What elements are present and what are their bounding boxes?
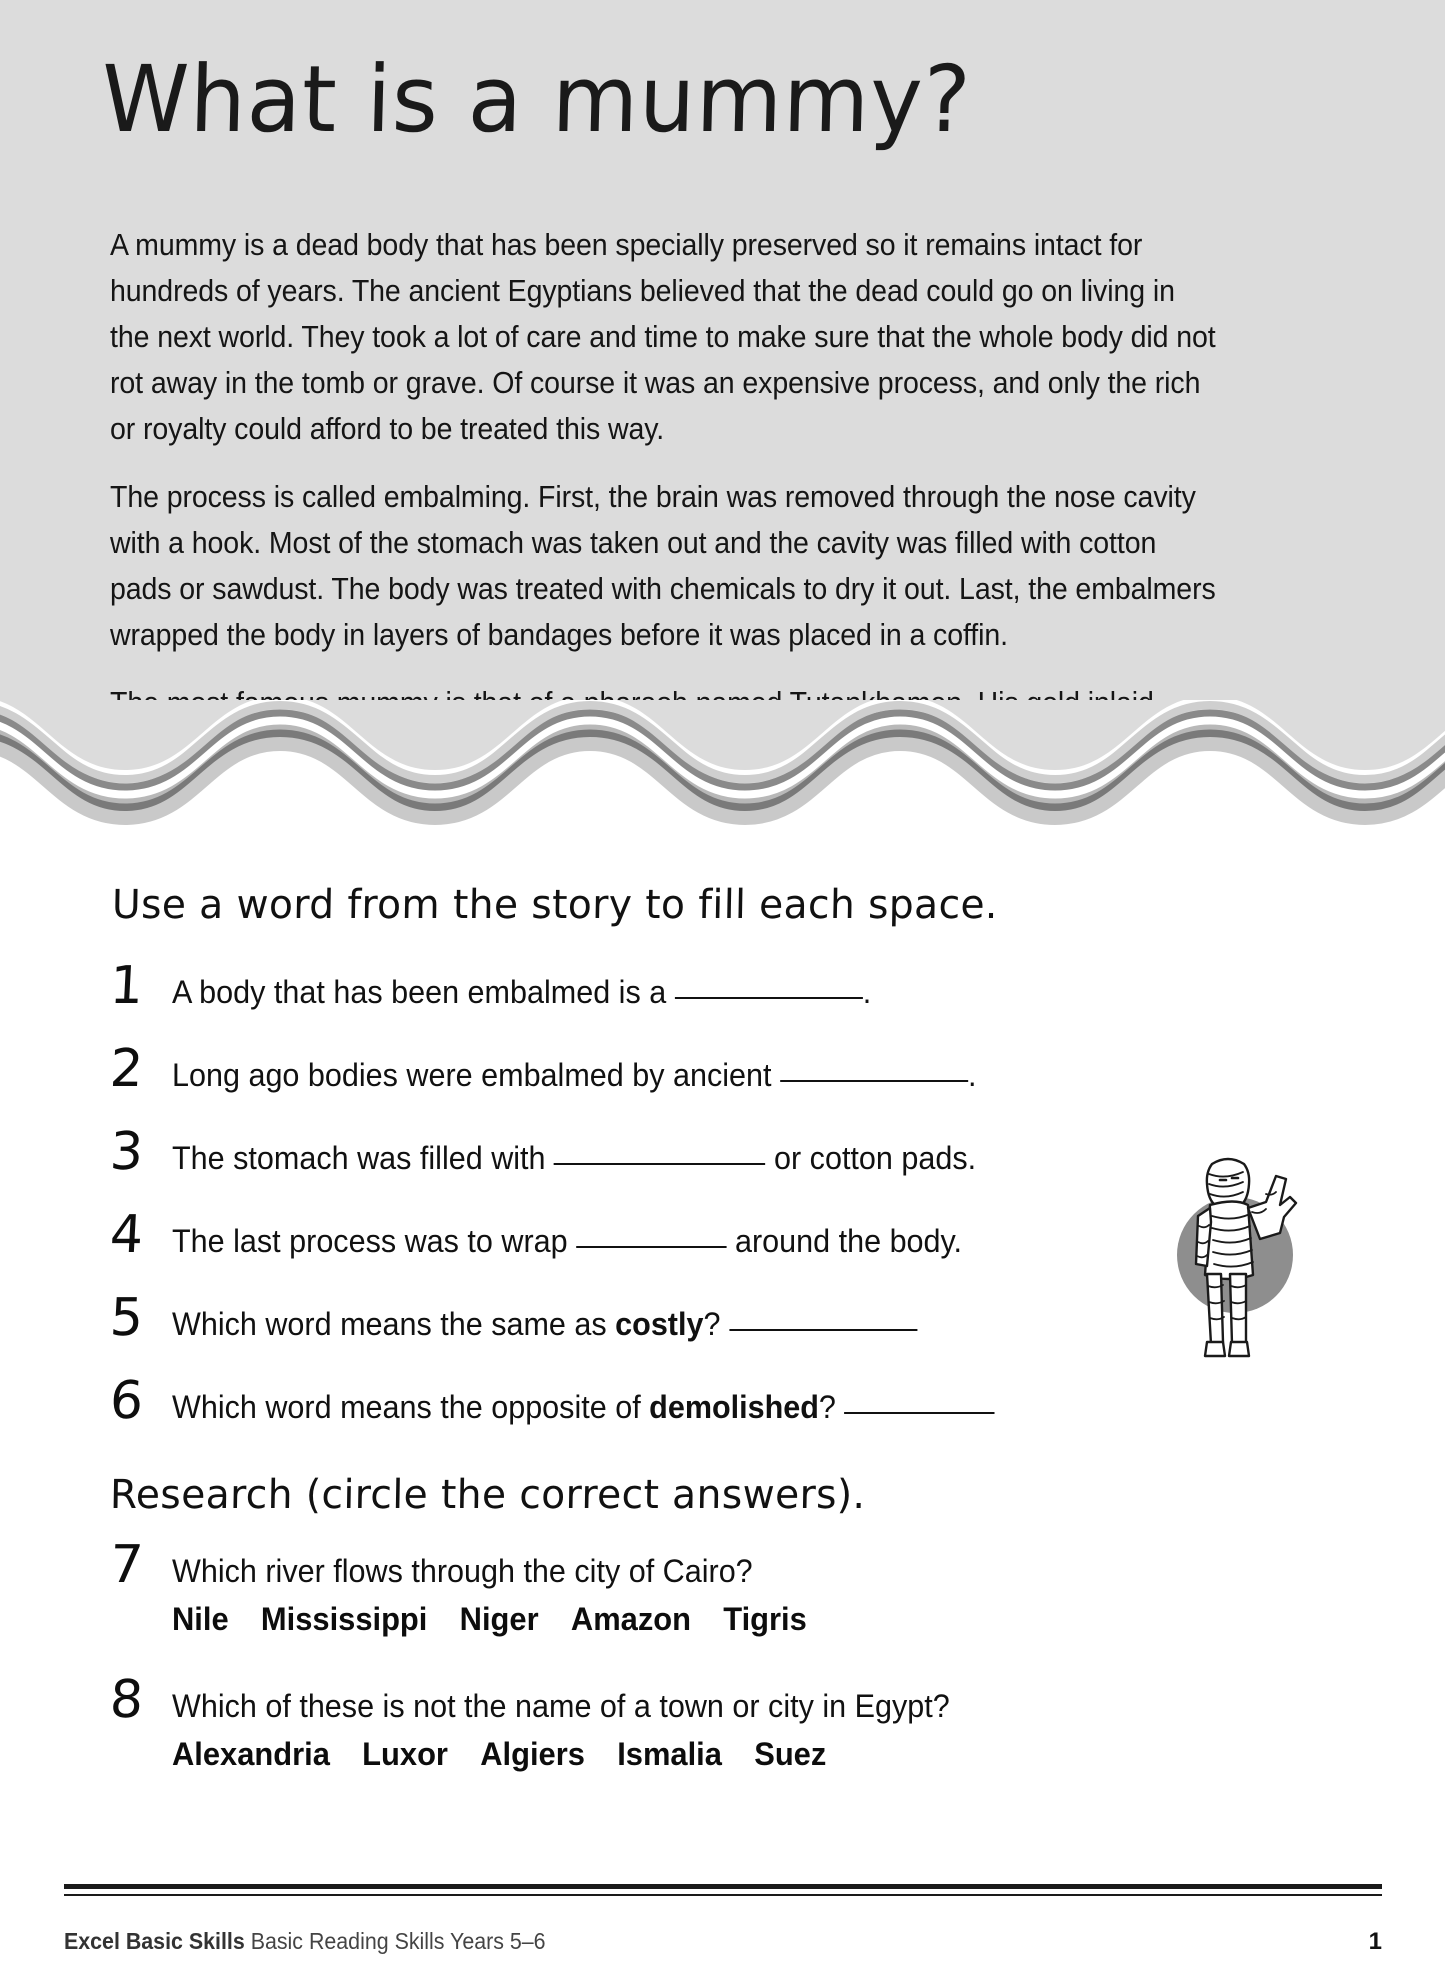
question-text-post: .	[862, 974, 872, 1010]
question-text-pre: A body that has been embalmed is a	[172, 974, 675, 1010]
question-number: 4	[108, 1205, 145, 1265]
answer-blank[interactable]	[576, 1246, 726, 1248]
question-number: 8	[108, 1670, 145, 1730]
question-text-pre: Which word means the same as	[172, 1306, 616, 1342]
answer-blank[interactable]	[780, 1080, 968, 1082]
option-luxor[interactable]: Luxor	[362, 1736, 448, 1772]
question-row-7	[108, 1535, 1360, 1595]
question-text-mid: ?	[818, 1389, 845, 1425]
footer-series-text	[64, 1928, 546, 1955]
footer-rules	[64, 1884, 1382, 1896]
wave-divider-graphic	[0, 700, 1445, 830]
question-number: 7	[108, 1535, 145, 1595]
question-text	[172, 1140, 976, 1177]
question-number: 3	[108, 1122, 145, 1182]
question-text-post: .	[968, 1057, 977, 1093]
question-text-pre: The last process was to wrap	[172, 1223, 577, 1259]
question-keyword: demolished	[649, 1389, 819, 1425]
question-row-1	[108, 956, 1360, 1016]
question-number: 6	[108, 1371, 145, 1431]
answer-blank[interactable]	[675, 997, 863, 999]
question-text: Which of these is not the name of a town or city in Egypt?	[172, 1688, 950, 1724]
question-text-post: or cotton pads.	[765, 1140, 977, 1176]
option-nile[interactable]: Nile	[172, 1601, 229, 1637]
instruction-heading: Use a word from the story to fill each space.	[111, 882, 999, 928]
option-niger[interactable]: Niger	[459, 1601, 539, 1637]
question-text-pre: Long ago bodies were embalmed by ancient	[172, 1057, 781, 1093]
story-panel	[0, 0, 1445, 700]
question-text-pre: Which word means the opposite of	[172, 1389, 650, 1425]
page-number: 1	[1368, 1928, 1382, 1955]
question-text	[172, 1306, 917, 1343]
option-mississippi[interactable]: Mississippi	[260, 1601, 428, 1637]
question-text: Which river flows through the city of Cairo?	[172, 1553, 753, 1589]
footer-series: Basic Reading Skills Years 5–6	[244, 1928, 546, 1954]
question-text	[172, 974, 871, 1011]
question-number: 2	[108, 1039, 145, 1099]
question-keyword: costly	[615, 1306, 704, 1342]
footer-rule-thick	[64, 1884, 1382, 1889]
question-number: 5	[108, 1288, 145, 1348]
answer-blank[interactable]	[554, 1163, 766, 1165]
options-row-8	[172, 1736, 826, 1773]
story-paragraph: A mummy is a dead body that has been specially preserved so it remains intact for hundreds of years. The ancient Egyptians believed that the dead could go on living in the next world. They took a lot of care and time to make sure that the whole body did not rot away in the tomb or grave. Of course it was an expensive process, and only the rich or royalty could afford to be treated this way.	[110, 228, 1216, 446]
question-text	[172, 1223, 962, 1260]
option-algiers[interactable]: Algiers	[480, 1736, 585, 1772]
question-text-mid: ?	[703, 1306, 729, 1342]
footer-rule-thin	[64, 1894, 1382, 1896]
option-amazon[interactable]: Amazon	[570, 1601, 691, 1637]
story-paragraph: The process is called embalming. First, the brain was removed through the nose cavity with a hook. Most of the stomach was taken out and the cavity was filled with cotton pads or sawdust. The body was treated with chemicals to dry it out. Last, the embalmers wrapped the body in layers of bandages before it was placed in a coffin.	[110, 480, 1216, 652]
question-text-post: around the body.	[726, 1223, 963, 1259]
question-text	[172, 1389, 995, 1426]
page-title: What is a mummy?	[100, 46, 973, 153]
answer-blank[interactable]	[729, 1329, 917, 1331]
question-text-pre: The stomach was filled with	[172, 1140, 555, 1176]
options-row-7	[172, 1601, 807, 1638]
option-ismalia[interactable]: Ismalia	[617, 1736, 722, 1772]
footer	[64, 1928, 1382, 1956]
option-suez[interactable]: Suez	[754, 1736, 827, 1772]
research-heading: Research (circle the correct answers).	[109, 1472, 866, 1518]
footer-brand: Excel Basic Skills	[64, 1928, 245, 1954]
mummy-figure-icon	[1160, 1150, 1320, 1400]
option-alexandria[interactable]: Alexandria	[172, 1736, 330, 1772]
question-row-8	[108, 1670, 1360, 1730]
question-number: 1	[108, 956, 145, 1016]
question-row-2	[108, 1039, 1360, 1099]
answer-blank[interactable]	[844, 1412, 994, 1414]
option-tigris[interactable]: Tigris	[723, 1601, 807, 1637]
question-text	[172, 1057, 976, 1094]
